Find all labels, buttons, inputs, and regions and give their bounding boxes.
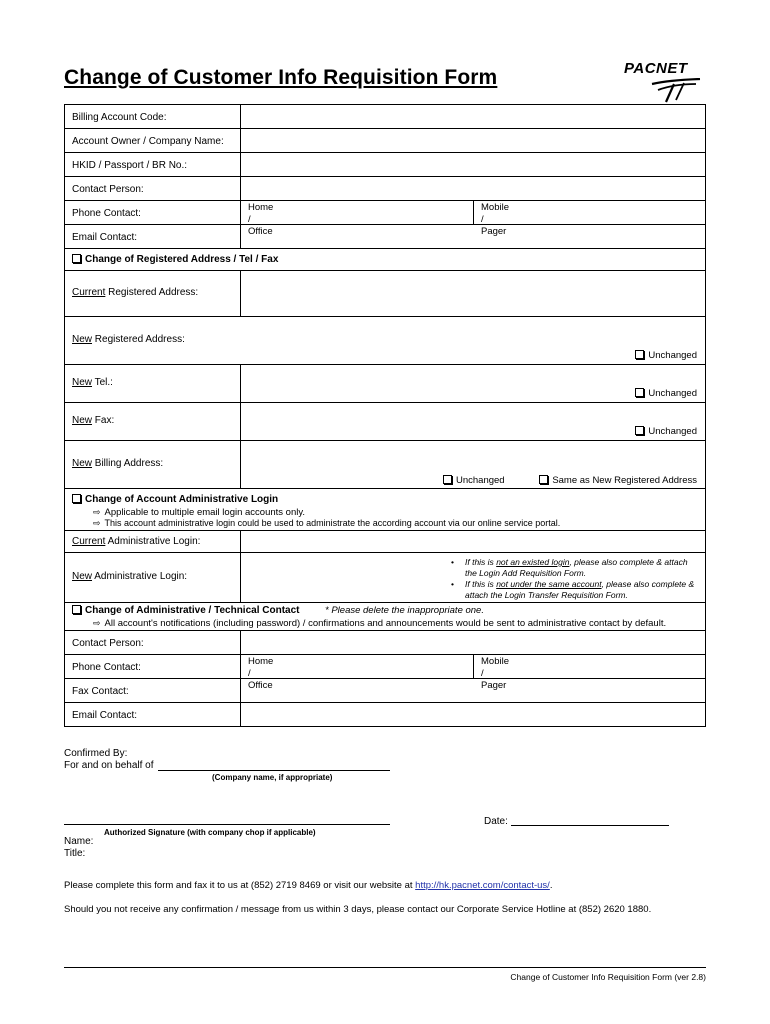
login-bullet-2-u: not under the same account [496,579,602,589]
login-note-1-text: Applicable to multiple email login accounts only. [104,507,306,518]
new-fax-label-u: New [72,415,93,426]
bullet-icon: • [451,579,454,589]
account-owner-label: Account Owner / Company Name: [72,136,224,147]
signature-line[interactable] [64,824,390,825]
arrow-icon: ⇨ [93,507,101,517]
new-login-label [72,571,187,583]
new-fax-label-rest: Fax: [92,415,115,426]
company-name-caption: (Company name, if appropriate) [212,773,333,782]
row-current-address [65,271,705,317]
unchanged-label: Unchanged [456,475,505,486]
row-email-contact [65,225,705,249]
current-address-label-u: Current [72,287,106,298]
row-admin-phone-contact [65,655,705,691]
confirmed-by-label: Confirmed By: [64,748,128,759]
current-address-label-rest: Registered Address: [105,287,199,298]
row-new-tel [65,365,705,403]
date-line[interactable] [511,825,669,826]
new-address-label [72,334,185,346]
admin-fax-contact-label: Fax Contact: [72,686,129,697]
login-bullet-1-u: not an existed login [496,557,570,567]
row-new-fax [65,403,705,441]
current-address-input[interactable] [240,271,241,316]
hkid-label: HKID / Passport / BR No.: [72,160,188,171]
signature-caption: Authorized Signature (with company chop if applicable) [104,828,316,837]
fax-instruction [64,880,552,892]
form-title: Change of Customer Info Requisition Form [64,66,498,89]
row-account-owner [65,129,705,153]
contact-section-checkbox[interactable] [72,605,81,614]
login-section-label: Change of Account Administrative Login [85,494,279,505]
contact-section-label: Change of Administrative / Technical Contact [85,605,300,616]
new-address-unchanged[interactable] [635,350,697,362]
login-section-title [72,494,278,505]
billing-account-code-input[interactable] [240,105,241,128]
new-billing-label-u: New [72,458,93,469]
account-owner-input[interactable] [240,129,241,152]
name-label: Name: [64,836,94,847]
admin-email-contact-label: Email Contact: [72,710,138,721]
bullet-icon: • [451,557,454,567]
requisition-form [64,104,706,727]
footer-rule [64,967,706,968]
address-section-title [72,254,278,265]
current-login-label [72,536,200,548]
new-login-input[interactable] [240,553,241,602]
login-note-2-text: This account administrative login could be used to administrate the according account via our online service portal. [104,518,561,528]
new-tel-label [72,377,113,389]
unchanged-label: Unchanged [648,350,697,361]
login-bullet-1-a: If this is [465,557,497,567]
row-billing-account-code [65,105,705,129]
new-login-label-rest: Administrative Login: [92,571,188,582]
address-section-checkbox[interactable] [72,254,81,263]
new-tel-input[interactable] [240,365,241,402]
unchanged-checkbox[interactable] [443,475,452,484]
admin-email-contact-input[interactable] [240,703,241,727]
logo-swoosh-icon [650,78,704,104]
current-login-label-u: Current [72,536,106,547]
row-new-billing-address [65,441,705,489]
row-current-login [65,531,705,553]
delete-inappropriate-note: * Please delete the inappropriate one. [325,605,484,616]
phone-contact-label: Phone Contact: [72,208,141,219]
billing-account-code-label: Billing Account Code: [72,112,167,123]
section-login-header [65,489,705,531]
contact-us-link[interactable]: http://hk.pacnet.com/contact-us/ [415,880,550,891]
phone-home-office-input[interactable] [240,201,274,237]
contact-section-title [72,605,299,616]
new-tel-unchanged[interactable] [635,388,697,400]
same-as-new-option[interactable] [539,475,697,487]
section-contact-header [65,603,705,631]
unchanged-checkbox[interactable] [635,388,644,397]
fax-instruction-a: Please complete this form and fax it to us at (852) 2719 8469 or visit our website at [64,880,416,891]
contact-note-1 [93,617,666,630]
admin-contact-person-input[interactable] [240,631,241,654]
current-login-input[interactable] [240,531,241,552]
home-office-label: Home / Office [248,202,274,237]
fax-instruction-b: . [549,880,553,891]
unchanged-label: Unchanged [648,388,697,399]
row-new-login [65,553,705,603]
new-address-label-u: New [72,334,93,345]
admin-phone-mobile-pager-input[interactable] [473,655,509,691]
admin-mobile-pager-label: Mobile / Pager [481,656,509,691]
contact-person-label: Contact Person: [72,184,144,195]
login-bullet-2-b: , please also complete & attach the Login Transfer Requisition Form. [465,579,695,600]
arrow-icon: ⇨ [93,618,101,628]
hotline-instruction: Should you not receive any confirmation / message from us within 3 days, please contact our Corporate Service Hotline at (852) 2620 1880. [64,904,652,915]
email-contact-input[interactable] [240,225,241,248]
current-address-label [72,287,198,299]
row-hkid [65,153,705,177]
company-name-line[interactable] [158,770,390,771]
admin-fax-contact-input[interactable] [240,679,241,702]
login-bullet-1-b: , please also complete & attach the Login Add Requisition Form. [465,557,688,578]
new-fax-input[interactable] [240,403,241,440]
login-note-2 [93,517,560,529]
new-billing-input[interactable] [240,441,241,488]
same-as-new-checkbox[interactable] [539,475,548,484]
footer-version: Change of Customer Info Requisition Form (ver 2.8) [510,972,706,982]
login-bullet-1 [451,557,701,579]
admin-contact-person-label: Contact Person: [72,638,144,649]
login-section-checkbox[interactable] [72,494,81,503]
row-admin-fax-contact [65,679,705,703]
date-label: Date: [484,816,508,827]
admin-phone-contact-label: Phone Contact: [72,662,141,673]
row-admin-contact-person [65,631,705,655]
unchanged-checkbox[interactable] [635,350,644,359]
logo-text: PACNET [624,60,688,77]
row-contact-person [65,177,705,201]
row-admin-email-contact [65,703,705,727]
new-billing-unchanged[interactable] [443,475,505,487]
unchanged-label: Unchanged [648,426,697,437]
phone-mobile-pager-input[interactable] [473,201,509,237]
new-tel-label-rest: Tel.: [92,377,113,388]
arrow-icon: ⇨ [93,518,101,528]
section-address-header [65,249,705,271]
admin-phone-home-office-input[interactable] [240,655,274,691]
title-label: Title: [64,848,86,859]
new-billing-label [72,458,163,470]
mobile-pager-label: Mobile / Pager [481,202,509,237]
new-billing-label-rest: Billing Address: [92,458,164,469]
new-address-label-rest: Registered Address: [92,334,185,345]
pacnet-logo [622,60,710,106]
admin-home-office-label: Home / Office [248,656,274,691]
current-login-label-rest: Administrative Login: [105,536,201,547]
email-contact-label: Email Contact: [72,232,138,243]
row-new-address [65,317,705,365]
new-tel-label-u: New [72,377,93,388]
new-fax-unchanged[interactable] [635,426,697,438]
row-phone-contact [65,201,705,237]
new-fax-label [72,415,114,427]
hkid-input[interactable] [240,153,241,176]
address-section-label: Change of Registered Address / Tel / Fax [85,254,279,265]
new-login-label-u: New [72,571,93,582]
contact-note-1-text: All account's notifications (including password) / confirmations and announcements would be sent to administrative contact by default. [104,618,667,629]
on-behalf-label: For and on behalf of [64,760,154,771]
login-bullet-2 [451,579,701,601]
same-as-new-label: Same as New Registered Address [552,475,697,486]
contact-person-input[interactable] [240,177,241,200]
login-bullet-2-a: If this is [465,579,497,589]
login-bullet-list [451,557,701,601]
unchanged-checkbox[interactable] [635,426,644,435]
